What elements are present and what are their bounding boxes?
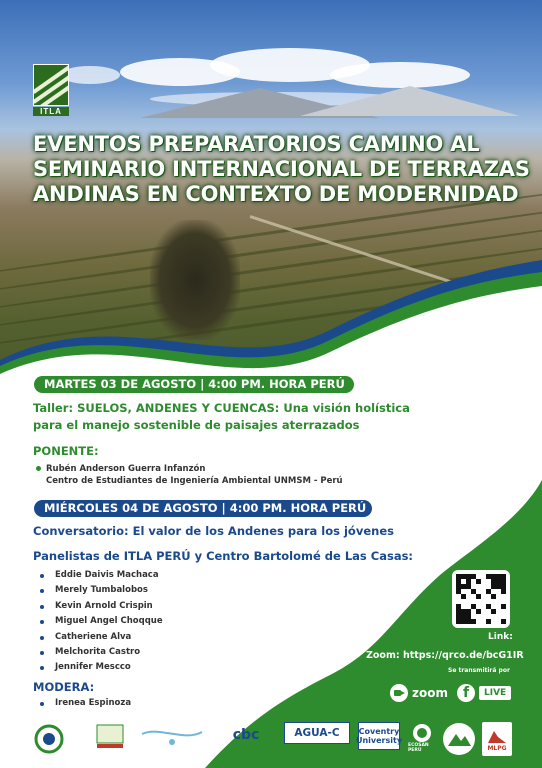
panelist-item: Eddie Daivis Machaca [40,568,163,583]
partner-agua-c: AGUA-C [284,722,350,744]
partner-cbc: cbc [232,727,260,743]
live-label: LIVE [478,685,512,701]
partner-coventry: Coventry University [358,722,400,750]
qr-code-icon [456,574,506,624]
panelist-item: Miguel Angel Choqque [40,614,163,629]
panelist-item: Jennifer Mescco [40,660,163,675]
modera-label: MODERA: [33,680,95,694]
panelists-label: Panelistas de ITLA PERÚ y Centro Bartolomé de Las Casas: [33,549,414,563]
facebook-icon: f [457,684,475,702]
event1-date-badge: MARTES 03 DE AGOSTO | 4:00 PM. HORA PERÚ [34,376,354,393]
panelist-item: Merely Tumbalobos [40,583,163,598]
partner-logo-circle [32,722,66,756]
partner-mlpg: MLPG [482,722,512,756]
title-line-2: SEMINARIO INTERNACIONAL DE TERRAZAS [33,157,530,181]
ponente-org: Centro de Estudiantes de Ingeniería Ambiental UNMSM - Perú [46,476,343,486]
transmit-note: Se transmitirá por [448,667,510,674]
event2-date-badge: MIÉRCOLES 04 DE AGOSTO | 4:00 PM. HORA PERÚ [34,500,372,517]
zoom-word: zoom [412,686,448,700]
zoom-badge[interactable] [390,684,448,702]
page-title [33,132,533,207]
link-label: Link: [488,632,513,642]
event1-taller [33,400,410,434]
partner-itla-small-logo [94,722,126,750]
panelist-item: Melchorita Castro [40,645,163,660]
ponente-info [46,463,343,487]
zoom-camera-icon [390,684,408,702]
ponente-name: Rubén Anderson Guerra Infanzón [46,464,206,474]
ponente-label: PONENTE: [33,444,99,458]
title-line-3: ANDINAS EN CONTEXTO DE MODERNIDAD [33,182,519,206]
taller-line-1: Taller: SUELOS, ANDENES Y CUENCAS: Una visión holística [33,401,410,415]
qr-code[interactable] [452,570,510,628]
title-line-1: EVENTOS PREPARATORIOS CAMINO AL [33,132,480,156]
conversatorio-title: Conversatorio: El valor de los Andenes para los jóvenes [33,524,394,538]
panelist-item: Catheriene Alva [40,630,163,645]
ponente-bullet [36,466,41,471]
terrace-logo-icon [33,64,69,106]
logo-label: ITLA [33,107,69,116]
partner-blog-logo [140,722,204,748]
moderator-bullet [40,702,44,706]
panelist-item: Kevin Arnold Crispin [40,599,163,614]
taller-line-2: para el manejo sostenible de paisajes aterrazados [33,418,360,432]
moderator-name: Irenea Espinoza [55,698,132,708]
partner-ecosan: ECOSAN PERÚ [408,722,436,754]
partner-mountain-logo [442,722,476,756]
panelist-list [40,568,163,676]
facebook-live-badge[interactable] [457,684,512,702]
itla-logo [33,64,77,120]
zoom-link[interactable]: Zoom: https://qrco.de/bcG1IR [366,650,524,661]
